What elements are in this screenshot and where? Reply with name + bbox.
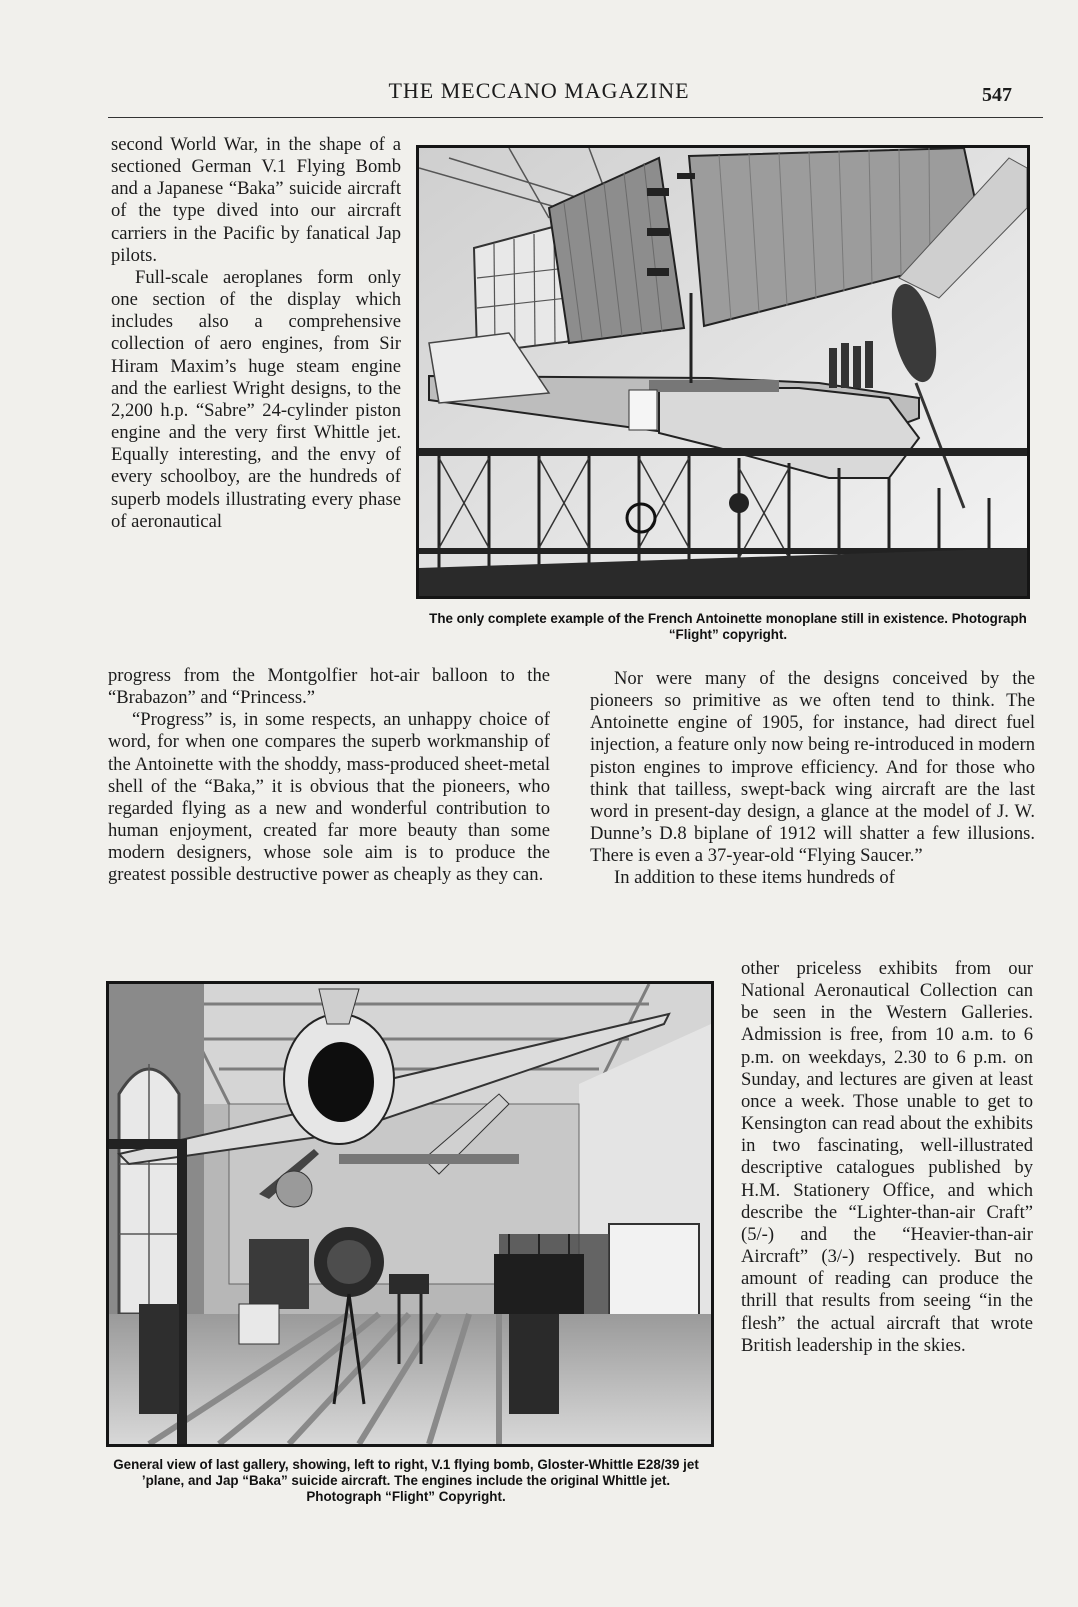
- paragraph-2-continued: progress from the Montgolfier hot-air balloon to the “Brabazon” and “Princess.”: [108, 665, 550, 709]
- antoinette-photo: [416, 145, 1030, 599]
- paragraph-3: “Progress” is, in some respects, an unhappy choice of word, for when one compares the superb workmanship of the Antoinette with the shoddy, mass-produced sheet-metal shell of the “Baka,” it is obvious that the pioneers, who regarded flying as a new and wonderful contribution to human enjoyment, created far more beauty than some modern designers, whose sole aim is to produce the greatest possible destructive power as cheaply as they can.: [108, 709, 550, 886]
- page-number: 547: [982, 84, 1012, 106]
- antoinette-caption: The only complete example of the French Antoinette monoplane still in existence. Photograph “Flight” copyright.: [429, 611, 1027, 642]
- article-column-bottom-right: [741, 958, 1033, 1357]
- article-column-top-left: [111, 134, 401, 533]
- gallery-caption: General view of last gallery, showing, left to right, V.1 flying bomb, Gloster-Whittle E28/39 jet ’plane, and Jap “Baka” suicide aircraft. The engines include the original Whittle jet. Photograph “Flight” Copyright.: [113, 1457, 699, 1504]
- gallery-photo: [106, 981, 714, 1447]
- antoinette-monoplane-image: [419, 148, 1027, 596]
- gallery-view-image: [109, 984, 711, 1444]
- paragraph-1: second World War, in the shape of a sectioned German V.1 Flying Bomb and a Japanese “Baka” suicide aircraft of the type dived into our aircraft carriers in the Pacific by fanatical Jap pilots.: [111, 134, 401, 266]
- article-column-middle-right: [590, 668, 1035, 890]
- magazine-title: THE MECCANO MAGAZINE: [388, 78, 690, 103]
- paragraph-5-continued: other priceless exhibits from our National Aeronautical Collection can be seen in the Western Galleries. Admission is free, from 10 a.m. to 6 p.m. on weekdays, 2.30 to 6 p.m. on Sunday, and lectures are given at least once a week. Those unable to get to Kensington can read about the exhibits in two fascinating, well-illustrated descriptive catalogues published by H.M. Stationery Office, and which describe the “Lighter-than-air Craft” (5/-) and the “Heavier-than-air Aircraft” (3/-) respectively. But no amount of reading can produce the thrill that results from seeing “in the flesh” the actual aircraft that wrote British leadership in the skies.: [741, 958, 1033, 1356]
- paragraph-4: Nor were many of the designs conceived by the pioneers so primitive as we often tend to think. The Antoinette engine of 1905, for instance, had direct fuel injection, a feature only now being re-introduced in modern piston engines to improve efficiency. And for those who think that tailless, swept-back wing aircraft are the last word in present-day design, a glance at the model of J. W. Dunne’s D.8 biplane of 1912 will shatter a few illusions. There is even a 37-year-old “Flying Saucer.”: [590, 668, 1035, 867]
- header-rule: [108, 117, 1043, 118]
- paragraph-2: Full-scale aeroplanes form only one section of the display which includes also a comprehensive collection of aero engines, from Sir Hiram Maxim’s huge steam engine and the earliest Wright designs, to the 2,200 h.p. “Sabre” 24-cylinder piston engine and the very first Whittle jet. Equally interesting, and the envy of every schoolboy, are the hundreds of superb models illustrating every phase of aeronautical: [111, 266, 401, 532]
- article-column-middle-left: [108, 665, 550, 887]
- paragraph-5-start: In addition to these items hundreds of: [614, 867, 895, 889]
